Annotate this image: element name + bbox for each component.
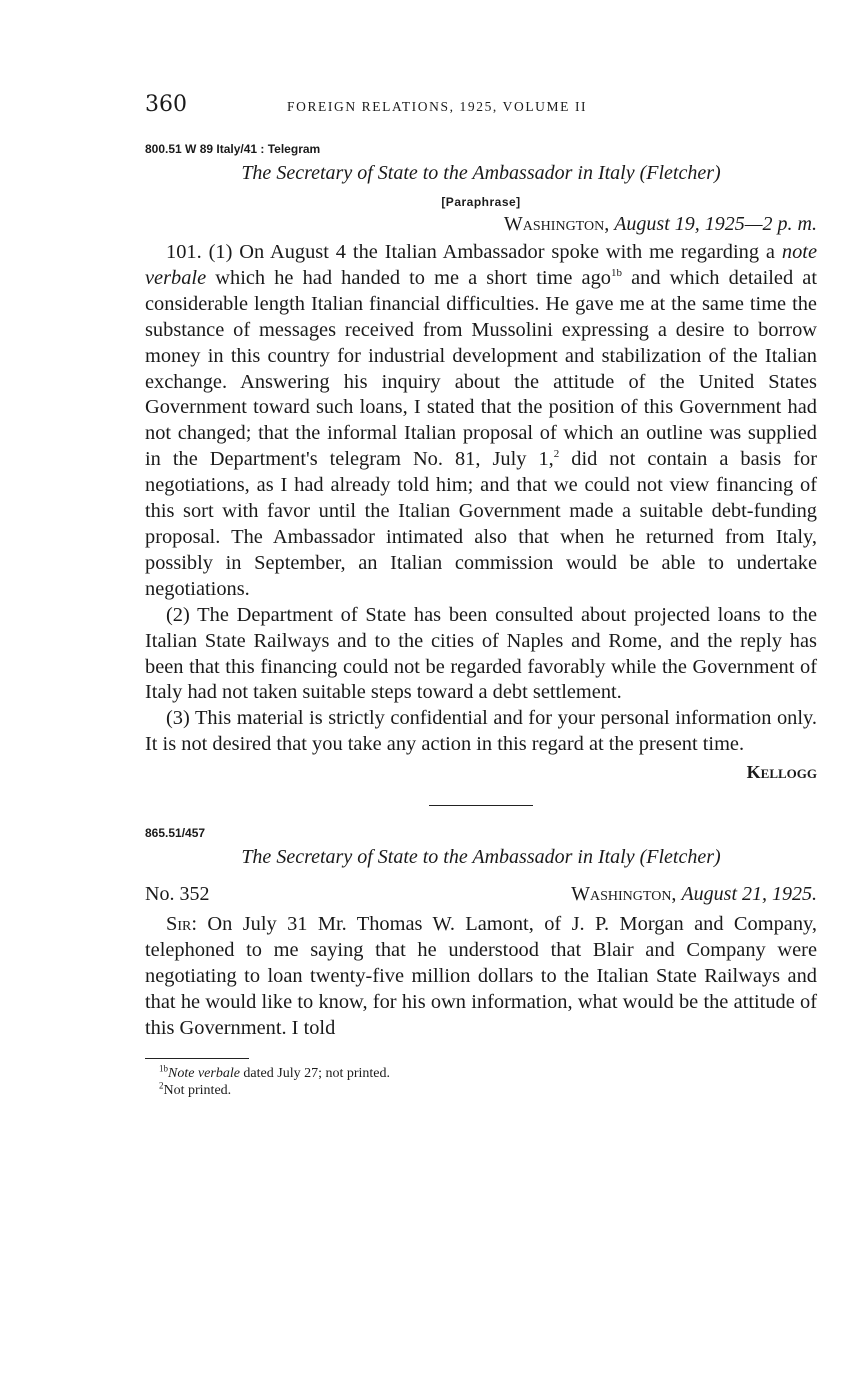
text-run: On July 31 Mr. Thomas W. Lamont, of J. P. Morgan and Company, telephoned to me saying that he understood that Blair and Company were negotiating to loan twenty-five million dollars to the Italian State Railways and that he would like to know, for his own information, what would be the attitude of this Government. I told [145,913,817,1039]
doc2-place: Washington, [571,883,677,906]
footnote-mark: 2 [159,1080,164,1090]
doc2-number-dateline [145,883,817,906]
text-run: Not printed. [163,1082,232,1098]
footnote-ref-2[interactable]: 2 [553,448,560,461]
footnote-divider [145,1058,249,1059]
footnote-ref-1b[interactable]: 1b [611,267,622,280]
doc2-dateline [571,883,817,906]
running-title: FOREIGN RELATIONS, 1925, VOLUME II [287,99,588,114]
doc1-signature: Kellogg [746,762,817,783]
doc1-subhead: [Paraphrase] [441,195,521,209]
doc1-file-number: 800.51 W 89 Italy/41 : Telegram [145,142,321,156]
footnote-mark: 1b [159,1063,168,1073]
footnote-2 [159,1082,817,1099]
doc2-title: The Secretary of State to the Ambassador in Italy (Fletcher) [241,846,721,869]
text-run-italic: note verbale [145,241,817,289]
doc1-dateline [145,213,817,236]
doc2-date: August 21, 1925. [681,883,817,906]
text-run: did not contain a basis for negotiations, as I had already told him; and that we could not view financing of this sort with favor until the Italian Government made a suitable debt-funding proposal. The Ambassador intimated also that when he returned from Italy, possibly in September, an Italian commission would be able to undertake negotiations. [145,448,817,600]
page-number: 360 [145,92,187,117]
text-run: 101. (1) On August 4 the Italian Ambassador spoke with me regarding a [166,241,782,263]
document-page [145,92,817,1099]
doc2-salutation: Sir: [166,913,198,936]
doc2-number: No. 352 [145,883,210,906]
doc2-file-number: 865.51/457 [145,826,206,841]
doc1-place: Washington, [503,213,610,235]
text-run: dated July 27; not printed. [239,1065,391,1081]
doc1-date: August 19, 1925—2 p. m. [614,213,817,235]
text-run: and which detailed at considerable length Italian financial difficulties. He gave me at the same time the substance of messages received from Mussolini expressing a desire to borrow money in this country for industrial development and stabilization of the Italian exchange. Answering his inquiry about the attitude of the United States Government toward such loans, I stated that the position of this Government had not changed; that the informal Italian proposal of which an outline was supplied in the Department's telegram No. 81, July 1, [145,266,817,471]
doc1-paragraph-1 [145,240,817,603]
doc1-paragraph-2: (2) The Department of State has been consulted about projected loans to the Italian State Railways and to the cities of Naples and Rome, and the reply has been that this financing could not be regarded favorably while the Government of Italy had not taken suitable steps toward a debt settlement. [145,603,817,704]
text-run-italic: Note verbale [168,1065,240,1081]
section-divider [429,805,533,806]
doc1-title: The Secretary of State to the Ambassador in Italy (Fletcher) [241,162,721,184]
page-header [145,92,817,132]
text-run: which he had handed to me a short time ago [206,266,611,289]
doc2-paragraph-1 [145,912,817,1042]
doc1-paragraph-3: (3) This material is strictly confidential and for your personal information only. It is not desired that you take any action in this regard at the present time. [145,707,817,756]
footnote-1b [159,1065,817,1082]
